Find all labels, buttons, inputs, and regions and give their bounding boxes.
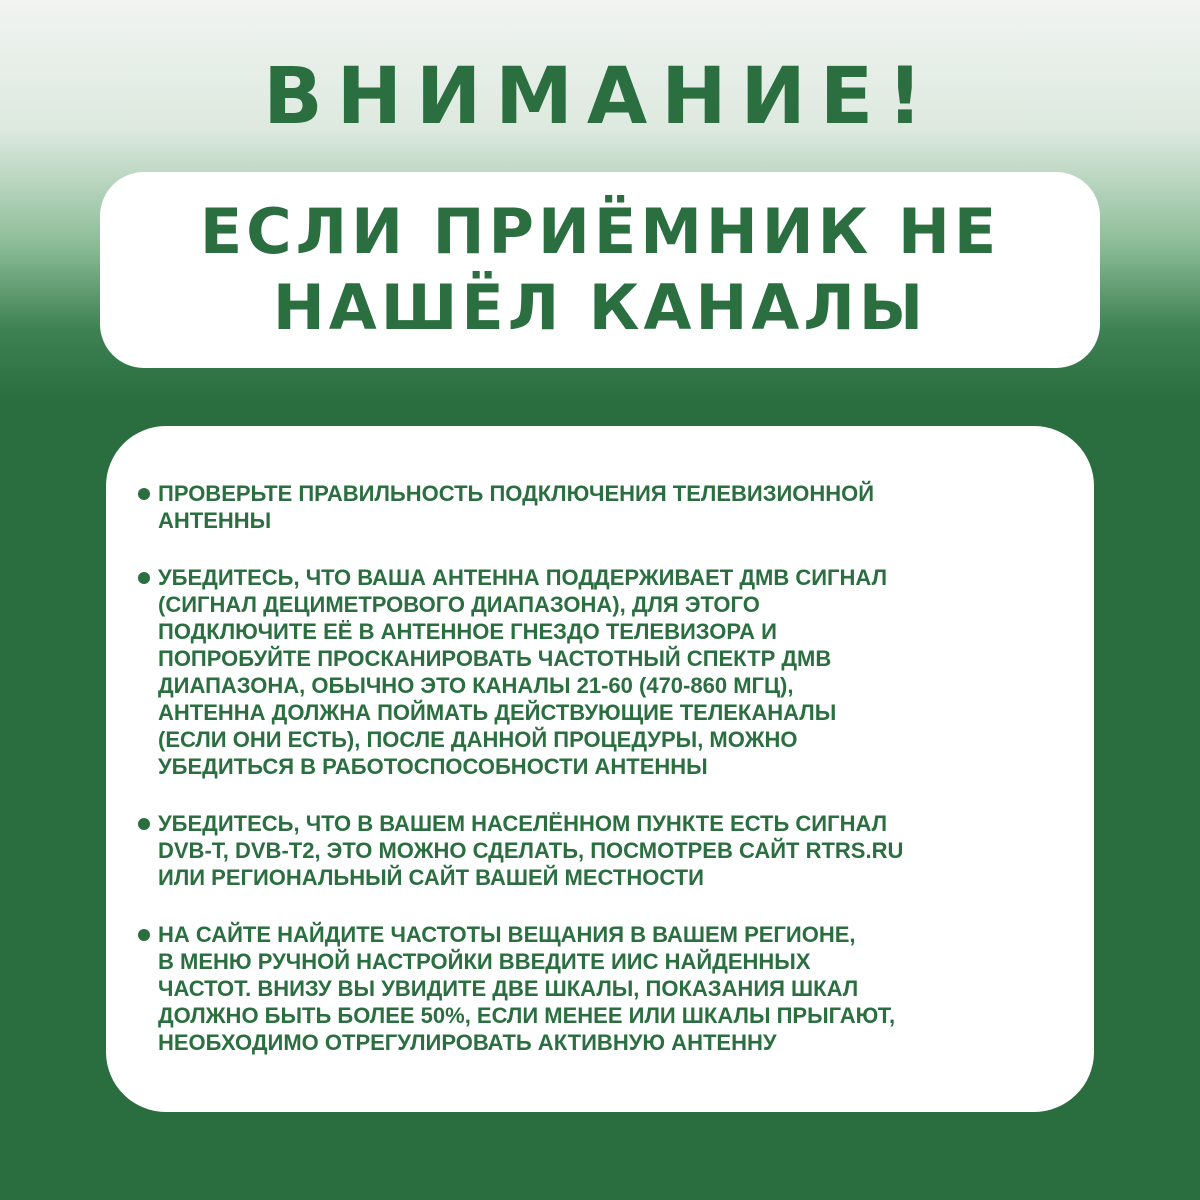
instruction-line: АНТЕННА ДОЛЖНА ПОЙМАТЬ ДЕЙСТВУЮЩИЕ ТЕЛЕКАНАЛЫ — [158, 700, 837, 725]
instructions-card — [106, 426, 1094, 1112]
bullet-icon — [138, 488, 150, 500]
bullet-icon — [138, 818, 150, 830]
instruction-line: УБЕДИТЕСЬ, ЧТО В ВАШЕМ НАСЕЛЁННОМ ПУНКТЕ ЕСТЬ СИГНАЛ — [158, 811, 888, 836]
title-line-2: НАШЁЛ КАНАЛЫ — [272, 271, 928, 344]
instruction-line: НА САЙТЕ НАЙДИТЕ ЧАСТОТЫ ВЕЩАНИЯ В ВАШЕМ РЕГИОНЕ, — [158, 922, 856, 947]
instruction-line: УБЕДИТЬСЯ В РАБОТОСПОСОБНОСТИ АНТЕННЫ — [158, 754, 708, 779]
instruction-item-4 — [138, 921, 1054, 1056]
instruction-line: ДИАПАЗОНА, ОБЫЧНО ЭТО КАНАЛЫ 21-60 (470-860 МГЦ), — [158, 673, 794, 698]
instruction-line: НЕОБХОДИМО ОТРЕГУЛИРОВАТЬ АКТИВНУЮ АНТЕННУ — [158, 1030, 777, 1055]
instruction-line: (ЕСЛИ ОНИ ЕСТЬ), ПОСЛЕ ДАННОЙ ПРОЦЕДУРЫ, МОЖНО — [158, 727, 798, 752]
title-card — [100, 172, 1100, 368]
instruction-line: (СИГНАЛ ДЕЦИМЕТРОВОГО ДИАПАЗОНА), ДЛЯ ЭТОГО — [158, 592, 760, 617]
instruction-line: В МЕНЮ РУЧНОЙ НАСТРОЙКИ ВВЕДИТЕ ИИС НАЙДЕННЫХ — [158, 949, 811, 974]
instruction-line: ПОДКЛЮЧИТЕ ЕЁ В АНТЕННОЕ ГНЕЗДО ТЕЛЕВИЗОРА И — [158, 619, 777, 644]
instruction-line: DVB-T, DVB-T2, ЭТО МОЖНО СДЕЛАТЬ, ПОСМОТРЕВ САЙТ RTRS.RU — [158, 838, 904, 863]
instruction-line: ЧАСТОТ. ВНИЗУ ВЫ УВИДИТЕ ДВЕ ШКАЛЫ, ПОКАЗАНИЯ ШКАЛ — [158, 976, 859, 1001]
bullet-icon — [138, 929, 150, 941]
instruction-line: АНТЕННЫ — [158, 508, 272, 533]
instruction-line: ИЛИ РЕГИОНАЛЬНЫЙ САЙТ ВАШЕЙ МЕСТНОСТИ — [158, 865, 704, 890]
page-title — [200, 194, 1000, 346]
instruction-item-2 — [138, 564, 1054, 780]
title-line-1: ЕСЛИ ПРИЁМНИК НЕ — [199, 195, 1001, 268]
instruction-line: ДОЛЖНО БЫТЬ БОЛЕЕ 50%, ЕСЛИ МЕНЕЕ ИЛИ ШКАЛЫ ПРЫГАЮТ, — [158, 1003, 896, 1028]
instruction-line: УБЕДИТЕСЬ, ЧТО ВАША АНТЕННА ПОДДЕРЖИВАЕТ ДМВ СИГНАЛ — [158, 565, 888, 590]
instruction-item-1 — [138, 480, 1054, 534]
warning-heading: ВНИМАНИЕ! — [263, 52, 937, 142]
bullet-icon — [138, 572, 150, 584]
instruction-item-3 — [138, 810, 1054, 891]
instruction-line: ПРОВЕРЬТЕ ПРАВИЛЬНОСТЬ ПОДКЛЮЧЕНИЯ ТЕЛЕВИЗИОННОЙ — [158, 481, 875, 506]
instruction-line: ПОПРОБУЙТЕ ПРОСКАНИРОВАТЬ ЧАСТОТНЫЙ СПЕКТР ДМВ — [158, 646, 832, 671]
